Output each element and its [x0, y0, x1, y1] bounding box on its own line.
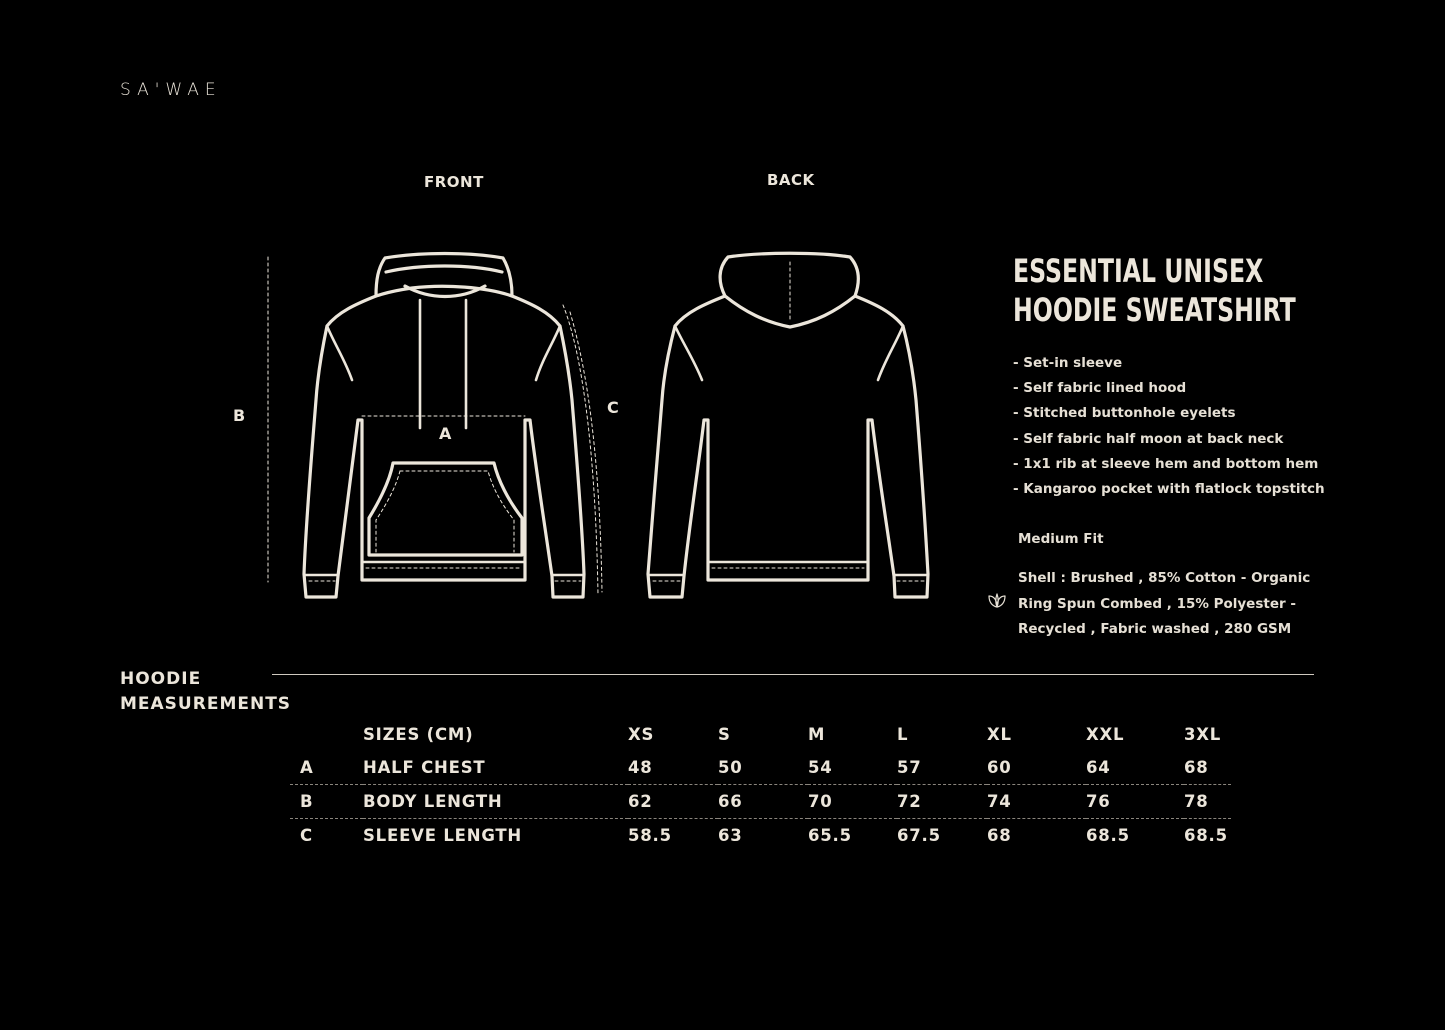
dimension-b-label: B [233, 406, 246, 425]
front-view-label: FRONT [424, 173, 484, 191]
row-label: HALF CHEST [363, 751, 628, 785]
value-cell: 58.5 [628, 826, 672, 845]
value-cell: 78 [1184, 785, 1231, 819]
value-cell: 50 [718, 751, 808, 785]
hoodie-diagram [0, 0, 1000, 640]
product-title [1013, 252, 1296, 330]
product-title-line1: ESSENTIAL UNISEX [1013, 252, 1264, 290]
value-cell: 65.5 [808, 826, 852, 845]
value-cell: 72 [897, 785, 987, 819]
row-label: BODY LENGTH [363, 785, 628, 819]
feature-item: - Self fabric half moon at back neck [1013, 430, 1284, 447]
header-size: XXL [1086, 725, 1125, 744]
header-size: 3XL [1184, 725, 1222, 744]
back-view-label: BACK [767, 171, 815, 189]
feature-item: - 1x1 rib at sleeve hem and bottom hem [1013, 455, 1319, 472]
fabric-line: Ring Spun Combed , 15% Polyester - [1018, 595, 1296, 612]
brand-logo: SA'WAE [120, 80, 222, 100]
row-code: C [300, 826, 313, 845]
measurements-section-title [120, 667, 291, 717]
feature-item: - Set-in sleeve [1013, 355, 1123, 371]
header-size: M [808, 725, 826, 744]
value-cell: 64 [1086, 751, 1184, 785]
table-header-row [290, 718, 1231, 751]
value-cell: 54 [808, 751, 897, 785]
feature-item: - Self fabric lined hood [1013, 380, 1187, 397]
header-size: S [718, 725, 731, 744]
leaf-icon [987, 592, 1007, 610]
header-size: L [897, 725, 909, 744]
value-cell: 48 [628, 751, 718, 785]
measurements-title-line1: HOODIE [120, 669, 202, 689]
fabric-line: Shell : Brushed , 85% Cotton - Organic [1018, 570, 1311, 586]
row-label: SLEEVE LENGTH [363, 826, 523, 845]
table-row [290, 819, 1231, 853]
fit-label: Medium Fit [1018, 531, 1104, 547]
section-divider [272, 674, 1314, 675]
value-cell: 74 [987, 785, 1086, 819]
row-code: B [290, 785, 363, 819]
value-cell: 57 [897, 751, 987, 785]
dimension-a-label: A [439, 424, 452, 443]
header-sizes-label: SIZES (CM) [363, 725, 474, 744]
value-cell: 68.5 [1086, 826, 1130, 845]
header-size: XL [987, 725, 1012, 744]
table-row [290, 785, 1231, 819]
value-cell: 63 [718, 826, 743, 845]
measurements-title-line2: MEASUREMENTS [120, 694, 292, 714]
hoodie-back-drawing [648, 253, 928, 597]
value-cell: 62 [628, 785, 718, 819]
value-cell: 76 [1086, 785, 1184, 819]
feature-item: - Kangaroo pocket with flatlock topstitch [1013, 480, 1325, 497]
fabric-composition [1018, 566, 1310, 643]
value-cell: 60 [987, 751, 1086, 785]
header-size: XS [628, 725, 655, 744]
value-cell: 68.5 [1184, 826, 1228, 845]
size-chart-table [290, 718, 1231, 852]
dimension-c-label: C [607, 398, 619, 417]
row-code: A [290, 751, 363, 785]
product-title-line2: HOODIE SWEATSHIRT [1013, 291, 1296, 329]
header-code-cell [290, 718, 363, 751]
fabric-line: Recycled , Fabric washed , 280 GSM [1018, 621, 1292, 637]
value-cell: 68 [987, 826, 1012, 845]
value-cell: 66 [718, 785, 808, 819]
table-row [290, 751, 1231, 785]
feature-list [1013, 352, 1325, 503]
value-cell: 70 [808, 785, 897, 819]
value-cell: 68 [1184, 751, 1231, 785]
value-cell: 67.5 [897, 826, 941, 845]
feature-item: - Stitched buttonhole eyelets [1013, 405, 1236, 422]
